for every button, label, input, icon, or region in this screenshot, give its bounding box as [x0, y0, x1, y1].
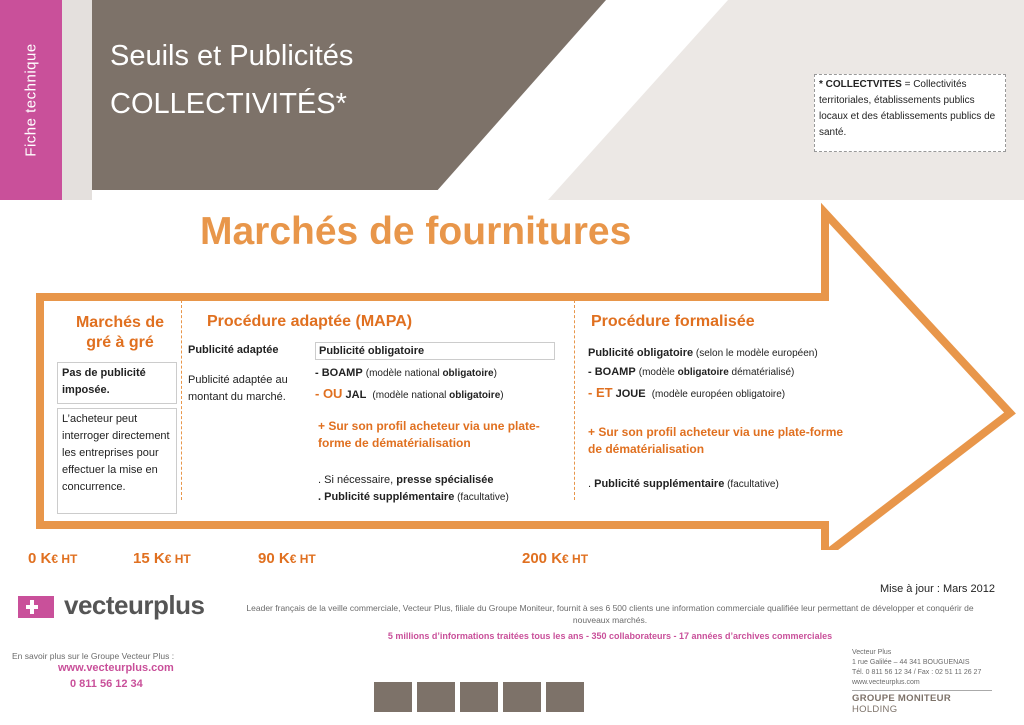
mapa-pub-adaptee-text: Publicité adaptée au montant du marché.	[188, 374, 288, 403]
fiche-technique-label: Fiche technique	[22, 43, 40, 157]
threshold-15: 15 K€ HT	[133, 550, 191, 567]
mapa-profil-acheteur: + Sur son profil acheteur via une plate-forme de dématérialisation	[318, 419, 540, 450]
footer-lead-text: Leader français de la veille commerciale, Vecteur Plus, filiale du Groupe Moniteur, fournit à ses 6 500 clients une information commerciale qualifiée leur permettant de développer et conquérir de nouveaux marchés.	[246, 603, 974, 625]
page-title-line1: Seuils et Publicités	[110, 40, 354, 72]
update-date: Mise à jour : Mars 2012	[880, 583, 995, 595]
gre-acheteur-text: L’acheteur peut interroger directement les entreprises pour effectuer la mise en concurrence.	[57, 408, 177, 514]
note-strong: * COLLECTVITES	[819, 79, 902, 90]
phone-number: 0 811 56 12 34	[70, 678, 143, 690]
formalisee-pub-obligatoire: Publicité obligatoire (selon le modèle européen)	[588, 347, 818, 359]
section-gre-a-gre: Marchés de gré à gré	[75, 314, 165, 351]
gre-pas-publicite: Pas de publicité imposée.	[57, 362, 177, 404]
mapa-boamp-jal: - BOAMP (modèle national obligatoire) - OU JAL (modèle national obligatoire)	[315, 367, 504, 401]
definition-note	[814, 74, 1006, 152]
mapa-pub-adaptee-heading: Publicité adaptée	[188, 344, 279, 356]
vecteurplus-logo-icon	[18, 596, 54, 618]
section-mapa: Procédure adaptée (MAPA)	[207, 313, 413, 330]
divider-1	[181, 300, 182, 500]
website-link[interactable]: www.vecteurplus.com	[58, 662, 174, 674]
formalisee-pub-supplementaire: . Publicité supplémentaire (facultative)	[588, 478, 779, 490]
section-formalisee: Procédure formalisée	[591, 313, 755, 330]
vecteurplus-logo: vecteurplus	[64, 590, 205, 620]
mapa-presse-supplementaire: . Si nécessaire, presse spécialisée . Publicité supplémentaire (facultative)	[318, 474, 509, 503]
footer-stats: 5 millions d’informations traitées tous les ans - 350 collaborateurs - 17 années d’archives commerciales	[387, 631, 833, 641]
main-title: Marchés de fournitures	[200, 210, 632, 253]
formalisee-profil-acheteur: + Sur son profil acheteur via une plate-forme de dématérialisation	[588, 425, 844, 456]
note-text: = Collectivités territoriales, établissements publics locaux et des établissements publics de santé.	[819, 79, 996, 138]
formalisee-boamp-joue: - BOAMP (modèle obligatoire dématérialisé) - ET JOUE (modèle européen obligatoire)	[588, 366, 795, 400]
vecteurplus-contact: Vecteur Plus 1 rue Galilée – 44 341 BOUGUENAIS Tél. 0 811 56 12 34 / Fax : 02 51 11 26 27 www.vecteurplus.com	[852, 649, 982, 686]
mapa-pub-obligatoire-heading: Publicité obligatoire	[315, 342, 555, 360]
threshold-200: 200 K€ HT	[522, 550, 589, 567]
threshold-90: 90 K€ HT	[258, 550, 316, 567]
threshold-0: 0 K€ HT	[28, 550, 78, 567]
groupe-moniteur-logo: GROUPE MONITEUR HOLDING	[852, 690, 992, 715]
page-title-line2: COLLECTIVITÉS*	[110, 88, 347, 120]
en-savoir-plus: En savoir plus sur le Groupe Vecteur Plus :	[12, 651, 175, 661]
